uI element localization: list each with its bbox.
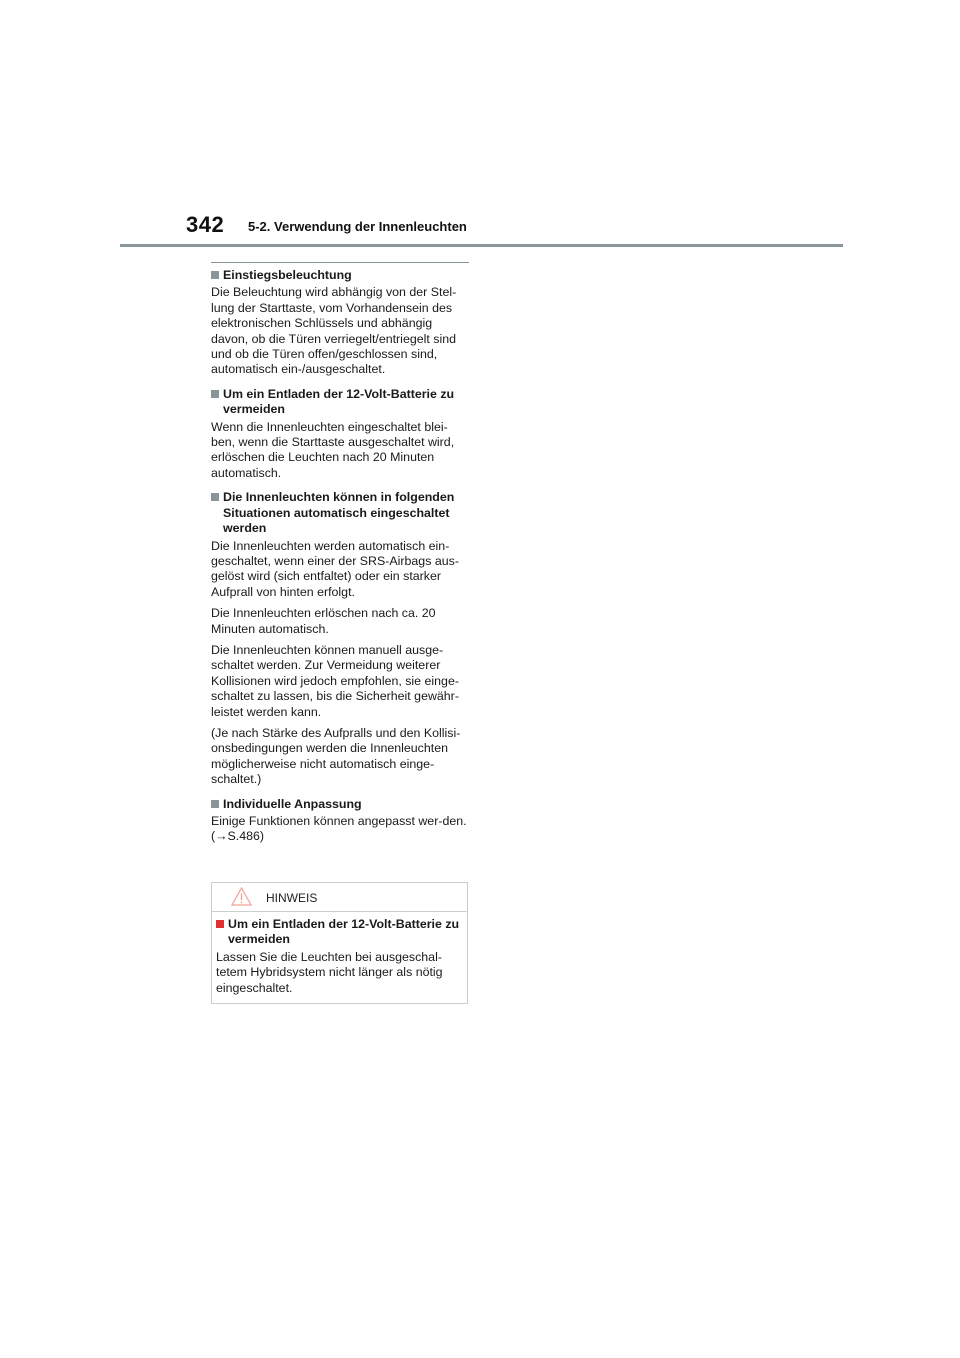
- section-title: 5-2. Verwendung der Innenleuchten: [248, 219, 467, 234]
- section-heading: [211, 387, 469, 418]
- section-paragraph: Die Innenleuchten können manuell ausge-schaltet werden. Zur Vermeidung weiterer Kollisionen wird jedoch empfohlen, sie einge-schaltet zu lassen, bis die Sicherheit gewähr-leistet werden kann.: [211, 642, 459, 719]
- warning-triangle-icon: [231, 887, 252, 906]
- section-heading-text: Einstiegsbeleuchtung: [223, 268, 352, 282]
- page-header: [0, 0, 960, 250]
- notice-box: [211, 882, 468, 1004]
- section-heading: [211, 268, 469, 283]
- page-number: 342: [186, 212, 225, 237]
- section-paragraph: Wenn die Innenleuchten eingeschaltet blei-ben, wenn die Starttaste ausgeschaltet wird, erlöschen die Leuchten nach 20 Minuten automatisch.: [211, 419, 455, 480]
- section-paragraph: Die Innenleuchten werden automatisch ein-geschaltet, wenn einer der SRS-Airbags aus-gelöst wird (sich entfaltet) oder ein starker Aufprall von hinten erfolgt.: [211, 538, 459, 599]
- section-batterie: [211, 387, 469, 481]
- square-bullet-icon: [211, 271, 219, 279]
- notice-body: [212, 912, 467, 996]
- section-automatisch: [211, 490, 469, 787]
- square-bullet-icon: [211, 493, 219, 501]
- section-paragraph: Die Innenleuchten erlöschen nach ca. 20 Minuten automatisch.: [211, 606, 436, 636]
- square-bullet-icon: [211, 800, 219, 808]
- section-heading-text: Individuelle Anpassung: [223, 796, 362, 811]
- section-heading-text: Die Innenleuchten können in folgenden Situationen automatisch eingeschaltet werden: [223, 490, 455, 536]
- notice-heading-text: Um ein Entladen der 12-Volt-Batterie zu vermeiden: [228, 917, 460, 947]
- section-paragraph: Einige Funktionen können angepasst wer-den. (→S.486): [211, 814, 467, 844]
- main-column: [211, 262, 469, 854]
- section-heading: [211, 797, 469, 812]
- notice-text: Lassen Sie die Leuchten bei ausgeschal-tetem Hybridsystem nicht länger als nötig eingeschaltet.: [216, 949, 443, 995]
- section-paragraph: (Je nach Stärke des Aufpralls und den Kollisi-onsbedingungen werden die Innenleuchten möglicherweise nicht automatisch einge-schaltet.): [211, 725, 461, 787]
- section-anpassung: [211, 797, 469, 845]
- section-divider: [211, 262, 469, 263]
- square-bullet-icon: [216, 920, 224, 928]
- notice-header: [212, 883, 467, 912]
- header-divider: [120, 244, 843, 247]
- section-heading-text: Um ein Entladen der 12-Volt-Batterie zu vermeiden: [223, 386, 455, 417]
- square-bullet-icon: [211, 390, 219, 398]
- notice-heading: [216, 917, 463, 948]
- section-heading: [211, 490, 469, 536]
- section-einstiegsbeleuchtung: [211, 268, 469, 378]
- notice-label: HINWEIS: [266, 891, 318, 905]
- section-paragraph: Die Beleuchtung wird abhängig von der Stel-lung der Starttaste, vom Vorhandensein des elektronischen Schlüssels und abhängig davon, ob die Türen verriegelt/entriegelt sind und ob die Türen offen/geschlossen sind, automatisch ein-/ausgeschaltet.: [211, 285, 457, 377]
